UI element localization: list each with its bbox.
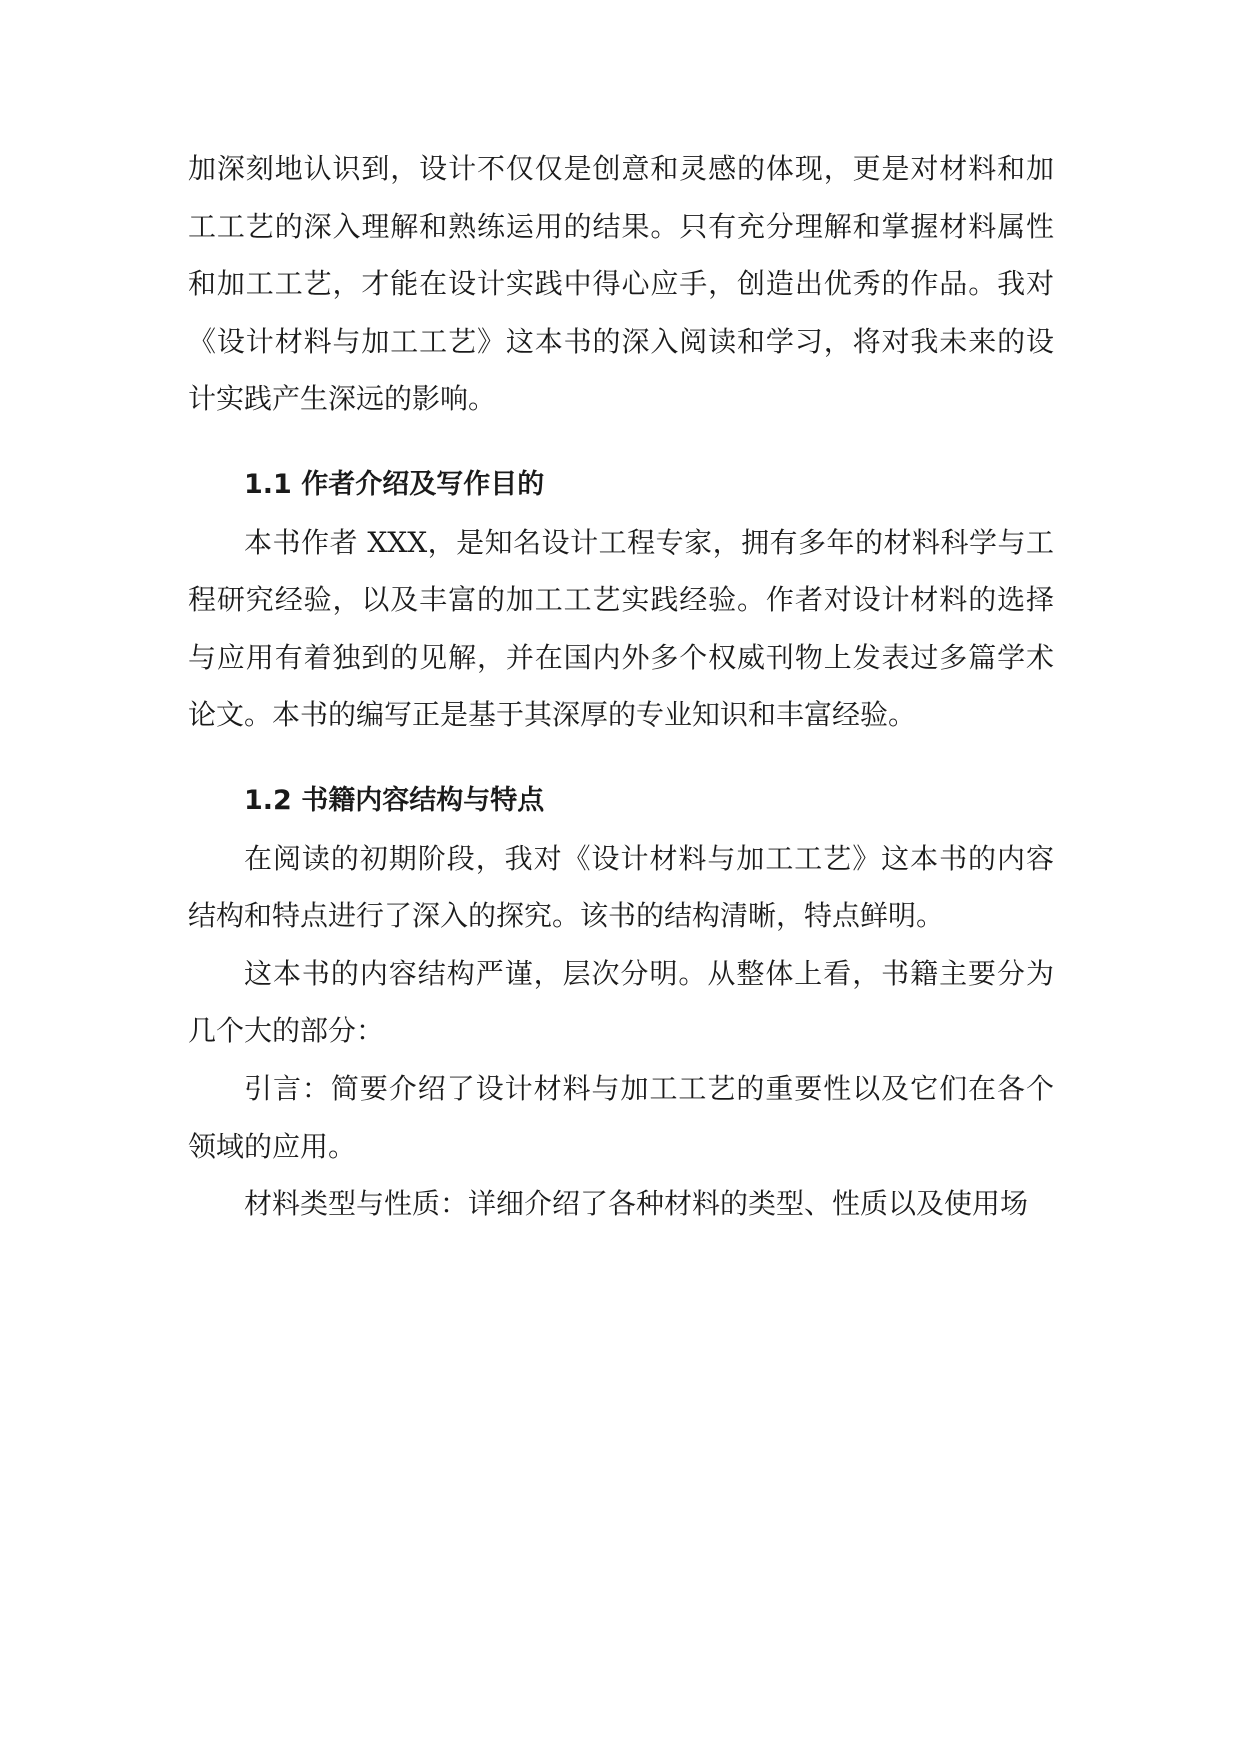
document-body xyxy=(188,140,1054,1233)
author-paragraph: 本书作者 XXX，是知名设计工程专家，拥有多年的材料科学与工程研究经验，以及丰富的加工工艺实践经验。作者对设计材料的选择与应用有着独到的见解，并在国内外多个权威刊物上发表过多篇学术论文。本书的编写正是基于其深厚的专业知识和丰富经验。 xyxy=(188,525,1054,732)
structure-paragraph-preface: 引言：简要介绍了设计材料与加工工艺的重要性以及它们在各个领域的应用。 xyxy=(188,1071,1054,1163)
section-heading-1-1: 1.1 作者介绍及写作目的 xyxy=(244,468,545,500)
structure-paragraph-materials: 材料类型与性质：详细介绍了各种材料的类型、性质以及使用场 xyxy=(244,1187,1029,1221)
structure-paragraph-intro: 在阅读的初期阶段，我对《设计材料与加工工艺》这本书的内容结构和特点进行了深入的探究。该书的结构清晰，特点鲜明。 xyxy=(188,841,1054,933)
spacer xyxy=(188,428,1054,456)
structure-paragraph-overview: 这本书的内容结构严谨，层次分明。从整体上看，书籍主要分为几个大的部分： xyxy=(188,956,1054,1048)
section-heading-1-2: 1.2 书籍内容结构与特点 xyxy=(244,784,545,816)
continuation-paragraph: 加深刻地认识到，设计不仅仅是创意和灵感的体现，更是对材料和加工工艺的深入理解和熟练运用的结果。只有充分理解和掌握材料属性和加工工艺，才能在设计实践中得心应手，创造出优秀的作品。我对《设计材料与加工工艺》这本书的深入阅读和学习，将对我未来的设计实践产生深远的影响。 xyxy=(188,152,1054,416)
spacer xyxy=(188,744,1054,772)
